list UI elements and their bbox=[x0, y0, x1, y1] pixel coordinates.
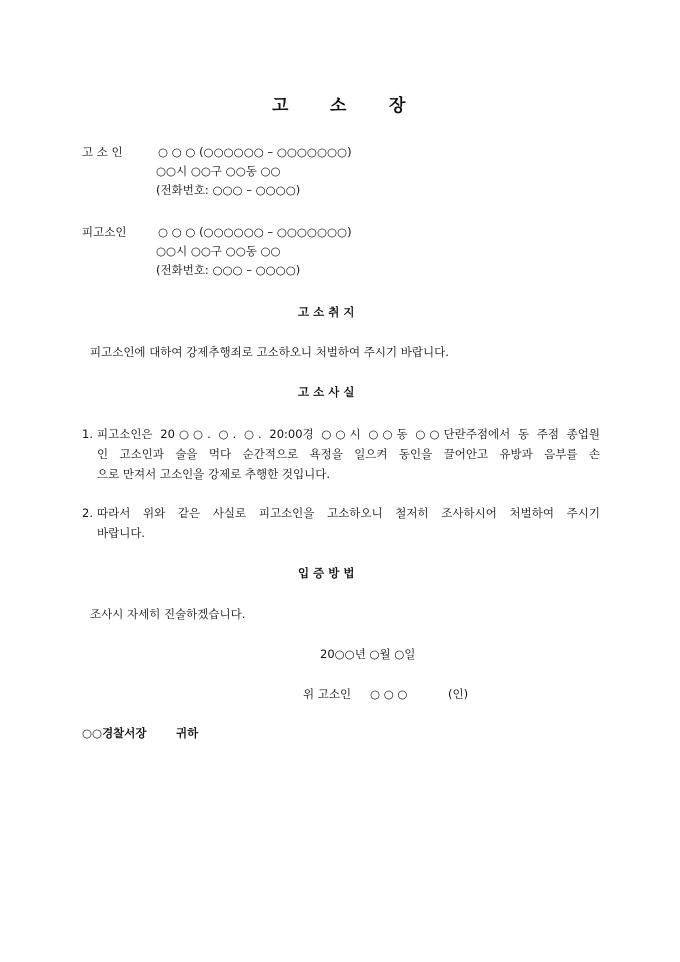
signature-label: 위 고소인 bbox=[303, 687, 352, 701]
complainant-phone: (전화번호: ○○○ – ○○○○) bbox=[156, 183, 301, 197]
title-char-3: 장 bbox=[389, 96, 407, 116]
signature-seal: (인) bbox=[448, 687, 469, 701]
facts-heading: 고 소 사 실 bbox=[298, 385, 355, 399]
title-char-2: 소 bbox=[330, 96, 348, 116]
facts-item1-line3: 으로 만져서 고소인을 강제로 추행한 것입니다. bbox=[97, 467, 331, 481]
recipient-suffix: 귀하 bbox=[176, 726, 199, 740]
facts-item1-line2: 인 고소인과 술을 먹다 순간적으로 욕정을 일으켜 동인을 끌어안고 유방과 음부를 손 bbox=[97, 447, 600, 461]
purpose-heading: 고 소 취 지 bbox=[298, 305, 355, 319]
title-char-1: 고 bbox=[272, 96, 290, 116]
defendant-name-id: ○ ○ ○ (○○○○○○ – ○○○○○○○) bbox=[158, 225, 352, 239]
evidence-text: 조사시 자세히 진술하겠습니다. bbox=[90, 607, 246, 621]
facts-item2-line2: 바랍니다. bbox=[97, 526, 146, 540]
complainant-label: 고 소 인 bbox=[82, 145, 123, 159]
recipient-office: ○○경찰서장 bbox=[82, 726, 147, 740]
complainant-address: ○○시 ○○구 ○○동 ○○ bbox=[156, 164, 281, 178]
defendant-address: ○○시 ○○구 ○○동 ○○ bbox=[156, 244, 281, 258]
facts-item1-number: 1. bbox=[82, 427, 93, 441]
facts-item2-line1: 따라서 위와 같은 사실로 피고소인을 고소하오니 철저히 조사하시어 처벌하여 주시기 bbox=[97, 506, 600, 520]
facts-item1-line1: 피고소인은 20○○. ○. ○. 20:00경 ○○시 ○○동 ○○단란주점에서 동 주점 종업원 bbox=[97, 427, 600, 441]
signature-name: ○ ○ ○ bbox=[370, 687, 408, 701]
document-date: 20○○년 ○월 ○일 bbox=[320, 647, 416, 661]
defendant-label: 피고소인 bbox=[82, 225, 127, 239]
defendant-phone: (전화번호: ○○○ – ○○○○) bbox=[156, 263, 301, 277]
purpose-text: 피고소인에 대하여 강제추행죄로 고소하오니 처벌하여 주시기 바랍니다. bbox=[90, 345, 449, 359]
facts-item2-number: 2. bbox=[82, 506, 93, 520]
complainant-name-id: ○ ○ ○ (○○○○○○ – ○○○○○○○) bbox=[158, 145, 352, 159]
evidence-heading: 입 증 방 법 bbox=[298, 566, 355, 580]
